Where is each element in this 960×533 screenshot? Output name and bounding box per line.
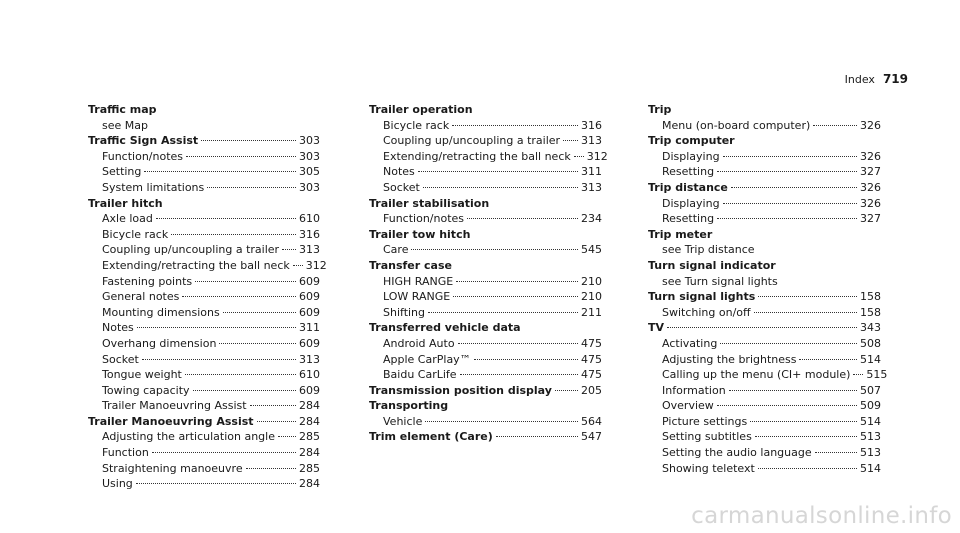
entry-term: Notes: [383, 165, 415, 179]
dot-leader: [293, 265, 303, 266]
dot-leader: [282, 249, 296, 250]
index-subentry: [88, 398, 320, 414]
dot-leader: [185, 374, 296, 375]
dot-leader: [758, 296, 857, 297]
dot-leader: [193, 390, 296, 391]
watermark: carmanualsonline.info: [691, 503, 952, 529]
index-entry: [369, 102, 602, 118]
entry-term: Using: [102, 477, 133, 491]
dot-leader: [278, 436, 296, 437]
entry-page[interactable]: 514: [860, 461, 881, 475]
index-subentry: [88, 289, 320, 305]
entry-term: Turn signal indicator: [648, 258, 776, 272]
index-subentry: [369, 211, 602, 227]
index-subentry: [88, 242, 320, 258]
index-subentry: [648, 398, 881, 414]
dot-leader: [250, 405, 296, 406]
entry-page[interactable]: 316: [299, 227, 320, 241]
entry-page[interactable]: 303: [299, 180, 320, 194]
index-column-3: [648, 102, 888, 476]
entry-term: Trailer hitch: [88, 196, 163, 210]
dot-leader: [853, 374, 863, 375]
entry-term: Shifting: [383, 305, 426, 319]
entry-page[interactable]: 313: [299, 352, 320, 366]
index-entry: [648, 289, 881, 305]
entry-page[interactable]: 609: [299, 336, 320, 350]
dot-leader: [729, 390, 857, 391]
index-entry: [369, 227, 602, 243]
index-subentry: [648, 164, 881, 180]
entry-term: Displaying: [662, 149, 720, 163]
index-subentry: [648, 118, 881, 134]
entry-term: Transfer case: [369, 258, 452, 272]
entry-page[interactable]: 475: [581, 352, 602, 366]
dot-leader: [717, 405, 857, 406]
dot-leader: [411, 249, 578, 250]
entry-page[interactable]: 284: [299, 399, 320, 413]
dot-leader: [460, 374, 578, 375]
entry-page[interactable]: 609: [299, 290, 320, 304]
index-subentry: [648, 367, 888, 383]
entry-page[interactable]: 513: [860, 430, 881, 444]
index-entry: [648, 133, 881, 149]
entry-term: Resetting: [662, 212, 715, 226]
index-subentry: [648, 352, 881, 368]
entry-term: Trailer operation: [369, 103, 473, 116]
entry-page[interactable]: 284: [299, 414, 320, 428]
dot-leader: [717, 218, 857, 219]
entry-term: Towing capacity: [102, 383, 190, 397]
dot-leader: [452, 125, 578, 126]
entry-term: Android Auto: [383, 336, 455, 350]
entry-page[interactable]: 514: [860, 414, 881, 428]
entry-term: Setting subtitles: [662, 430, 752, 444]
index-entry: [648, 180, 881, 196]
entry-term: Socket: [102, 352, 139, 366]
dot-leader: [156, 218, 296, 219]
entry-term: Overhang dimension: [102, 336, 217, 350]
entry-term: Picture settings: [662, 414, 748, 428]
entry-term: Traffic map: [88, 103, 157, 116]
entry-page[interactable]: 205: [581, 383, 602, 397]
entry-page[interactable]: 507: [860, 383, 881, 397]
entry-term: Trailer Manoeuvring Assist: [102, 399, 247, 413]
dot-leader: [456, 281, 578, 282]
entry-term: Adjusting the articulation angle: [102, 430, 275, 444]
dot-leader: [750, 421, 857, 422]
dot-leader: [731, 187, 857, 188]
entry-page[interactable]: 610: [299, 212, 320, 226]
entry-term: Transmission position display: [369, 383, 552, 397]
dot-leader: [152, 452, 296, 453]
index-subentry: [369, 274, 602, 290]
index-column-2: [369, 102, 608, 445]
entry-page[interactable]: 284: [299, 446, 320, 460]
index-entry: [369, 258, 602, 274]
index-subentry: [648, 274, 881, 290]
entry-page[interactable]: 303: [299, 149, 320, 163]
index-subentry: [88, 305, 320, 321]
entry-term: Trim element (Care): [369, 430, 493, 444]
index-entry: [648, 320, 881, 336]
index-subentry: [88, 445, 320, 461]
entry-term: Trailer Manoeuvring Assist: [88, 414, 254, 428]
entry-term: see Trip distance: [662, 243, 755, 257]
entry-page[interactable]: 313: [299, 243, 320, 257]
index-subentry: [88, 336, 320, 352]
entry-term: General notes: [102, 290, 180, 304]
entry-term: Axle load: [102, 212, 153, 226]
index-subentry: [88, 274, 320, 290]
dot-leader: [186, 156, 296, 157]
index-subentry: [369, 149, 608, 165]
index-entry: [88, 102, 320, 118]
entry-term: Apple CarPlay™: [383, 352, 471, 366]
index-subentry: [369, 118, 602, 134]
dot-leader: [754, 312, 857, 313]
index-subentry: [648, 242, 881, 258]
entry-page[interactable]: 326: [860, 180, 881, 194]
entry-page[interactable]: 311: [581, 165, 602, 179]
index-subentry: [88, 476, 320, 492]
index-subentry: [88, 149, 320, 165]
index-entry: [648, 102, 881, 118]
dot-leader: [142, 359, 296, 360]
index-subentry: [88, 383, 320, 399]
index-subentry: [369, 414, 602, 430]
dot-leader: [720, 343, 857, 344]
entry-term: LOW RANGE: [383, 290, 451, 304]
entry-term: Transporting: [369, 399, 449, 413]
index-subentry: [648, 383, 881, 399]
entry-page[interactable]: 311: [299, 321, 320, 335]
dot-leader: [799, 359, 857, 360]
entry-term: Socket: [383, 180, 420, 194]
index-subentry: [88, 211, 320, 227]
index-subentry: [88, 461, 320, 477]
index-subentry: [369, 352, 602, 368]
dot-leader: [574, 156, 584, 157]
dot-leader: [453, 296, 578, 297]
dot-leader: [246, 468, 296, 469]
index-subentry: [88, 118, 320, 134]
entry-page[interactable]: 327: [860, 212, 881, 226]
dot-leader: [555, 390, 578, 391]
index-column-1: [88, 102, 327, 492]
entry-page[interactable]: 509: [860, 399, 881, 413]
index-subentry: [648, 211, 881, 227]
entry-page[interactable]: 326: [860, 196, 881, 210]
index-entry: [369, 320, 602, 336]
entry-term: Extending/retracting the ball neck: [383, 149, 571, 163]
entry-term: Setting: [102, 165, 142, 179]
entry-term: Trip distance: [648, 180, 728, 194]
entry-page[interactable]: 475: [581, 368, 602, 382]
entry-term: Trip: [648, 103, 672, 116]
entry-term: Displaying: [662, 196, 720, 210]
index-subentry: [648, 305, 881, 321]
index-subentry: [648, 196, 881, 212]
entry-page[interactable]: 285: [299, 461, 320, 475]
dot-leader: [474, 359, 578, 360]
dot-leader: [428, 312, 578, 313]
dot-leader: [563, 140, 578, 141]
entry-page[interactable]: 305: [299, 165, 320, 179]
entry-term: Transferred vehicle data: [369, 321, 521, 335]
dot-leader: [423, 187, 578, 188]
index-subentry: [88, 164, 320, 180]
entry-page[interactable]: 545: [581, 243, 602, 257]
index-subentry: [369, 164, 602, 180]
entry-term: Coupling up/uncoupling a trailer: [383, 134, 561, 148]
entry-term: HIGH RANGE: [383, 274, 454, 288]
dot-leader: [182, 296, 296, 297]
entry-term: Function: [102, 446, 149, 460]
index-subentry: [369, 336, 602, 352]
entry-page[interactable]: 508: [860, 336, 881, 350]
entry-term: Turn signal lights: [648, 290, 756, 304]
entry-term: Straightening manoeuvre: [102, 461, 243, 475]
entry-page[interactable]: 312: [586, 149, 608, 163]
dot-leader: [137, 327, 296, 328]
entry-page[interactable]: 234: [581, 212, 602, 226]
dot-leader: [496, 436, 578, 437]
entry-page[interactable]: 327: [860, 165, 881, 179]
entry-term: Overview: [662, 399, 714, 413]
entry-page[interactable]: 158: [860, 290, 881, 304]
entry-term: see Turn signal lights: [662, 274, 778, 288]
entry-page[interactable]: 547: [581, 430, 602, 444]
index-subentry: [369, 242, 602, 258]
dot-leader: [425, 421, 578, 422]
dot-leader: [815, 452, 857, 453]
entry-page[interactable]: 515: [866, 368, 888, 382]
index-subentry: [88, 180, 320, 196]
entry-page[interactable]: 326: [860, 118, 881, 132]
entry-term: Switching on/off: [662, 305, 751, 319]
entry-term: Baidu CarLife: [383, 368, 457, 382]
entry-term: Information: [662, 383, 726, 397]
entry-term: Calling up the menu (CI+ module): [662, 368, 851, 382]
index-subentry: [88, 258, 327, 274]
index-entry: [369, 383, 602, 399]
entry-term: Vehicle: [383, 414, 423, 428]
entry-term: Notes: [102, 321, 134, 335]
entry-term: Extending/retracting the ball neck: [102, 258, 290, 272]
page-number: 719: [882, 72, 908, 86]
index-subentry: [88, 320, 320, 336]
entry-page[interactable]: 158: [860, 305, 881, 319]
index-subentry: [648, 445, 881, 461]
index-subentry: [648, 461, 881, 477]
index-entry: [88, 414, 320, 430]
dot-leader: [458, 343, 578, 344]
index-subentry: [648, 336, 881, 352]
entry-page[interactable]: 210: [581, 290, 602, 304]
index-subentry: [88, 429, 320, 445]
index-subentry: [88, 352, 320, 368]
entry-page[interactable]: 316: [581, 118, 602, 132]
entry-page[interactable]: 210: [581, 274, 602, 288]
entry-term: Trailer tow hitch: [369, 227, 471, 241]
entry-page[interactable]: 211: [581, 305, 602, 319]
index-entry: [88, 196, 320, 212]
page-header: [845, 72, 908, 86]
entry-page[interactable]: 312: [305, 258, 327, 272]
section-title: Index: [844, 73, 875, 86]
entry-page[interactable]: 514: [860, 352, 881, 366]
entry-term: Fastening points: [102, 274, 193, 288]
entry-page[interactable]: 343: [860, 321, 881, 335]
index-subentry: [648, 429, 881, 445]
dot-leader: [813, 125, 857, 126]
entry-term: Trip meter: [648, 227, 713, 241]
entry-term: Bicycle rack: [383, 118, 450, 132]
entry-page[interactable]: 285: [299, 430, 320, 444]
dot-leader: [418, 171, 578, 172]
index-entry: [88, 133, 320, 149]
index-subentry: [369, 305, 602, 321]
index-subentry: [648, 149, 881, 165]
entry-term: TV: [648, 321, 665, 335]
index-subentry: [369, 133, 602, 149]
dot-leader: [195, 281, 296, 282]
entry-term: Mounting dimensions: [102, 305, 220, 319]
entry-term: Coupling up/uncoupling a trailer: [102, 243, 280, 257]
dot-leader: [207, 187, 296, 188]
dot-leader: [257, 421, 296, 422]
entry-page[interactable]: 326: [860, 149, 881, 163]
entry-page[interactable]: 313: [581, 180, 602, 194]
entry-page[interactable]: 475: [581, 336, 602, 350]
entry-term: Resetting: [662, 165, 715, 179]
index-subentry: [648, 414, 881, 430]
entry-term: Function/notes: [383, 212, 465, 226]
dot-leader: [717, 171, 857, 172]
entry-term: Tongue weight: [102, 368, 182, 382]
dot-leader: [201, 140, 296, 141]
dot-leader: [723, 203, 857, 204]
dot-leader: [223, 312, 296, 313]
entry-term: Setting the audio language: [662, 446, 812, 460]
entry-page[interactable]: 513: [860, 446, 881, 460]
entry-page[interactable]: 564: [581, 414, 602, 428]
entry-page[interactable]: 313: [581, 134, 602, 148]
entry-term: Menu (on-board computer): [662, 118, 811, 132]
index-entry: [648, 227, 881, 243]
index-entry: [369, 196, 602, 212]
entry-page[interactable]: 610: [299, 368, 320, 382]
index-subentry: [88, 367, 320, 383]
dot-leader: [136, 483, 296, 484]
entry-term: Traffic Sign Assist: [88, 134, 199, 148]
entry-term: Trailer stabilisation: [369, 196, 490, 210]
dot-leader: [219, 343, 296, 344]
entry-page[interactable]: 303: [299, 134, 320, 148]
entry-term: Trip computer: [648, 134, 735, 148]
entry-term: Adjusting the brightness: [662, 352, 797, 366]
index-subentry: [369, 289, 602, 305]
entry-page[interactable]: 609: [299, 274, 320, 288]
dot-leader: [755, 436, 857, 437]
dot-leader: [758, 468, 857, 469]
index-subentry: [369, 180, 602, 196]
index-entry: [369, 429, 602, 445]
entry-term: Showing teletext: [662, 461, 755, 475]
index-subentry: [88, 227, 320, 243]
dot-leader: [144, 171, 296, 172]
entry-term: Function/notes: [102, 149, 184, 163]
entry-term: Care: [383, 243, 409, 257]
entry-page[interactable]: 284: [299, 477, 320, 491]
entry-term: see Map: [102, 118, 148, 132]
entry-term: System limitations: [102, 180, 205, 194]
dot-leader: [723, 156, 857, 157]
dot-leader: [667, 327, 857, 328]
index-entry: [648, 258, 881, 274]
entry-page[interactable]: 609: [299, 383, 320, 397]
index-entry: [369, 398, 602, 414]
entry-page[interactable]: 609: [299, 305, 320, 319]
entry-term: Activating: [662, 336, 718, 350]
index-subentry: [369, 367, 602, 383]
entry-term: Bicycle rack: [102, 227, 169, 241]
dot-leader: [171, 234, 296, 235]
dot-leader: [467, 218, 578, 219]
